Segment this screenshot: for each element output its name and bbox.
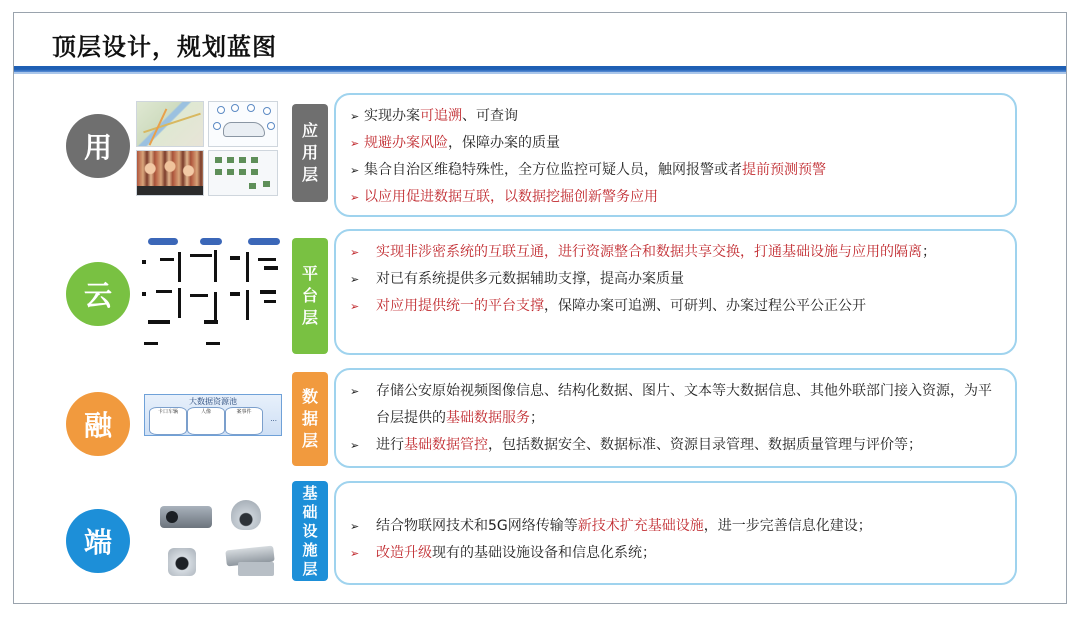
list-item: ➢ 存储公安原始视频图像信息、结构化数据、图片、文本等大数据信息、其他外联部门接入资源，为平台层提供的基础数据服务； [350,378,1001,432]
layer-label-platform: 平 台 层 [292,238,328,354]
arrow-right-icon: ➢ [350,439,360,452]
layer-label-application: 应 用 层 [292,104,328,202]
list-item: ➢ 以应用促进数据互联，以数据挖掘创新警务应用 [350,184,1001,211]
dashboard-thumbnail [208,150,278,196]
arrow-right-icon: ➢ [350,191,360,204]
circle-yun: 云 [66,262,130,326]
dome-camera-icon [231,500,261,530]
platform-layer-box [334,229,1017,355]
list-item: ➢ 改造升级现有的基础设施设备和信息化系统； [350,540,1001,567]
layer-label-infrastructure: 基 础 设 施 层 [292,481,328,581]
page-title: 顶层设计，规划蓝图 [52,33,277,61]
data-layer-box [334,368,1017,468]
arrow-right-icon: ➢ [350,110,360,123]
arrow-right-icon: ➢ [350,300,360,313]
camera-mount-icon [238,562,274,576]
title-underline-light [14,72,1066,74]
map-thumbnail [136,101,204,147]
list-item: ➢ 实现非涉密系统的互联互通，进行资源整合和数据共享交换，打通基础设施与应用的隔离； [350,239,1001,266]
circle-yong: 用 [66,114,130,178]
ellipsis-icon: ··· [270,417,277,425]
data-pool-title: 大数据资源池 [189,397,237,406]
crowd-surveillance-thumbnail [136,150,204,196]
box-camera-icon [160,506,212,528]
list-item: ➢ 进行基础数据管控，包括数据安全、数据标准、资源目录管理、数据质量管理与评价等； [350,432,1001,459]
pool-item: 卡口车辆 [149,407,187,435]
list-item: ➢ 规避办案风险，保障办案的质量 [350,130,1001,157]
arrow-right-icon: ➢ [350,385,360,398]
circle-rong: 融 [66,392,130,456]
arrow-right-icon: ➢ [350,164,360,177]
list-item: ➢ 结合物联网技术和5G网络传输等新技术扩充基础设施，进一步完善信息化建设； [350,513,1001,540]
car-network-thumbnail [208,101,278,147]
ptz-camera-icon [168,548,196,576]
infrastructure-layer-box [334,481,1017,585]
arrow-right-icon: ➢ [350,520,360,533]
list-item: ➢ 对已有系统提供多元数据辅助支撑，提高办案质量 [350,266,1001,293]
arrow-right-icon: ➢ [350,547,360,560]
layer-label-data: 数 据 层 [292,372,328,466]
pool-item: 案事件 [225,407,263,435]
arrow-right-icon: ➢ [350,246,360,259]
list-item: ➢ 对应用提供统一的平台支撑，保障办案可追溯、可研判、办案过程公平公正公开 [350,293,1001,320]
arrow-right-icon: ➢ [350,273,360,286]
list-item: ➢ 实现办案可追溯、可查询 [350,103,1001,130]
list-item: ➢ 集合自治区维稳特殊性，全方位监控可疑人员，触网报警或者提前预测预警 [350,157,1001,184]
application-layer-box [334,93,1017,217]
arrow-right-icon: ➢ [350,137,360,150]
circle-duan: 端 [66,509,130,573]
pool-item: 人像 [187,407,225,435]
data-pool-diagram [144,394,282,436]
platform-architecture-diagram [138,234,284,352]
